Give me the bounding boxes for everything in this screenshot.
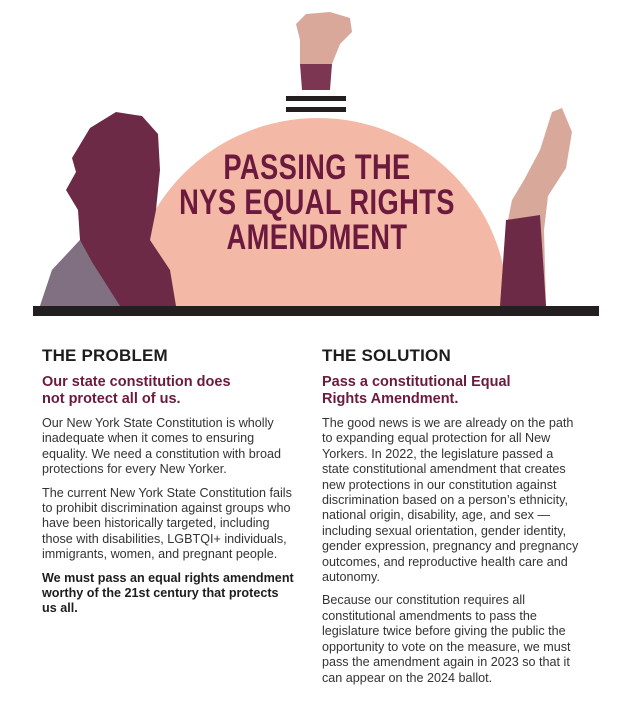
equals-sign-top bbox=[286, 96, 346, 101]
header-divider-bar bbox=[33, 306, 599, 316]
problem-callout: We must pass an equal rights amendment worthy of the 21st century that protects us all. bbox=[42, 570, 294, 616]
solution-paragraph: Because our constitution requires all constitutional amendments to pass the legislature twice before giving the public the opportunity to vote on the measure, we must pass the amendment again in 2023 so that it can appear on the 2024 ballot. bbox=[322, 593, 571, 685]
page-title: PASSING THE NYS EQUAL RIGHTS AMENDMENT bbox=[179, 148, 455, 257]
solution-subheading: Pass a constitutional Equal Rights Amendment. bbox=[322, 374, 511, 407]
raised-fist bbox=[296, 12, 352, 64]
hero-illustration bbox=[0, 0, 634, 320]
problem-section bbox=[42, 346, 327, 625]
problem-subheading: Our state constitution does not protect all of us. bbox=[42, 374, 231, 407]
problem-heading: THE PROBLEM bbox=[42, 346, 168, 365]
equals-sign-bottom bbox=[286, 107, 346, 112]
problem-paragraph: The current New York State Constitution fails to prohibit discrimination against groups who have been historically targeted, including those with disabilities, LGBTQI+ individuals, immigrants, women, and pregnant people. bbox=[42, 485, 292, 562]
solution-section bbox=[322, 346, 607, 694]
problem-paragraph: Our New York State Constitution is wholly inadequate when it comes to ensuring equality. We need a constitution with broad protections for every New Yorker. bbox=[42, 416, 281, 477]
solution-paragraph: The good news is we are already on the path to expanding equal protection for all New Yorkers. In 2022, the legislature passed a state constitutional amendment that creates new protections in our constitution against discrimination based on a person’s ethnicity, national origin, disability, age, and sex — including sexual orientation, gender identity, gender expression, pregnancy and pregnancy outcomes, and reproductive health care and autonomy. bbox=[322, 416, 579, 585]
solution-heading: THE SOLUTION bbox=[322, 346, 451, 365]
